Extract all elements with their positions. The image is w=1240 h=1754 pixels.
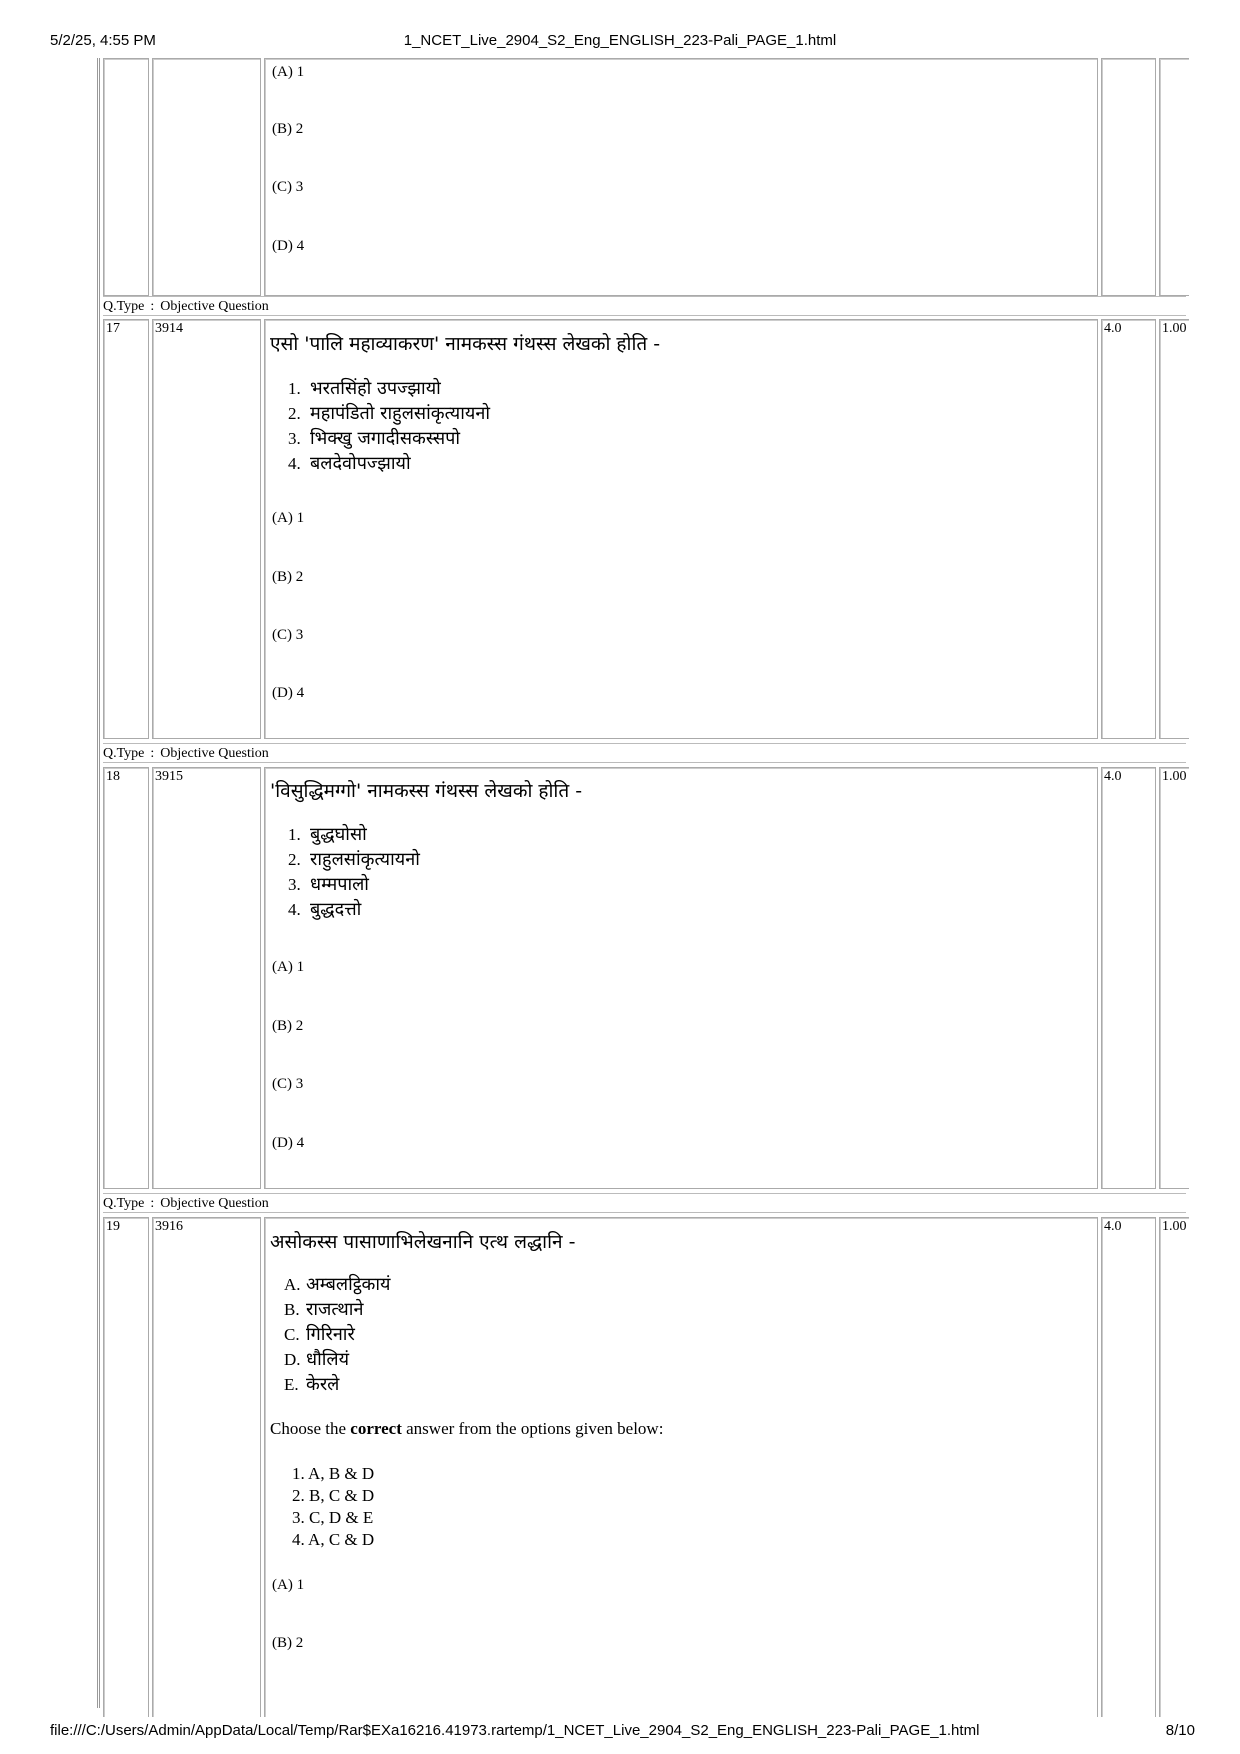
qtype-label: Q.Type (103, 299, 145, 314)
option-b: (B) 2 (272, 1635, 304, 1651)
choose-instruction: Choose the correct answer from the options given below: (270, 1419, 664, 1438)
print-header (0, 30, 1240, 54)
qtype-colon: : (150, 299, 155, 314)
question-id: 3916 (155, 1219, 183, 1234)
question-items (284, 1272, 390, 1397)
option-a: (A) 1 (272, 64, 305, 80)
negative-cell (1159, 767, 1189, 1189)
question-items (288, 822, 420, 922)
list-item: 3. भिक्खु जगादीसकस्सपो (288, 428, 461, 449)
list-item: A. अम्बलट्ठिकायं (284, 1274, 391, 1295)
list-item: 1. A, B & D (292, 1464, 375, 1483)
list-item: 3. C, D & E (292, 1508, 374, 1527)
list-item: D. धौलियं (284, 1349, 350, 1370)
option-c: (C) 3 (272, 179, 304, 195)
print-datetime: 5/2/25, 4:55 PM (50, 32, 156, 49)
prev-question-cell (264, 58, 1098, 296)
list-item: 4. बलदेवोपज्झायो (288, 453, 411, 474)
list-item: 2. B, C & D (292, 1486, 375, 1505)
qtype-row: Q.Type : Objective Question (103, 1193, 1186, 1213)
list-item: 1. बुद्धघोसो (288, 824, 367, 845)
option-b: (B) 2 (272, 1018, 304, 1034)
num-cell (103, 767, 149, 1189)
print-footer (0, 1720, 1240, 1744)
question-number: 17 (106, 321, 120, 336)
qtype-value: Objective Question (160, 299, 269, 314)
list-item: 4. बुद्धदत्तो (288, 899, 362, 920)
print-title: 1_NCET_Live_2904_S2_Eng_ENGLISH_223-Pali_PAGE_1.html (403, 32, 837, 49)
question-id: 3915 (155, 769, 183, 784)
marks-cell (1101, 767, 1156, 1189)
list-item: C. गिरिनारे (284, 1324, 355, 1345)
prev-marks-cell (1101, 58, 1156, 296)
question-negative: 1.00 (1162, 769, 1187, 784)
option-c: (C) 3 (272, 627, 304, 643)
question-id: 3914 (155, 321, 183, 336)
table-outer-border (97, 58, 100, 1708)
question-number: 19 (106, 1219, 120, 1234)
id-cell (152, 319, 261, 739)
question-text: 'विसुद्धिमग्गो' नामकस्स गंथस्स लेखको होति - (270, 780, 583, 802)
option-b: (B) 2 (272, 569, 304, 585)
list-item: 2. महापंडितो राहुलसांकृत्यायनो (288, 403, 490, 424)
id-cell (152, 1217, 261, 1717)
option-d: (D) 4 (272, 1135, 305, 1151)
marks-cell (1101, 1217, 1156, 1717)
question-marks: 4.0 (1104, 769, 1122, 784)
list-item: 3. धम्मपालो (288, 874, 369, 895)
negative-cell (1159, 1217, 1189, 1717)
question-items (288, 376, 490, 476)
list-item: 2. राहुलसांकृत्यायनो (288, 849, 420, 870)
option-c: (C) 3 (272, 1076, 304, 1092)
list-item: 4. A, C & D (292, 1530, 375, 1549)
question-text: असोकस्स पासाणाभिलेखनानि एत्थ लद्धानि - (270, 1231, 576, 1253)
list-item: B. राजत्थाने (284, 1299, 364, 1320)
page-number: 8/10 (1165, 1722, 1195, 1739)
marks-cell (1101, 319, 1156, 739)
question-negative: 1.00 (1162, 1219, 1187, 1234)
option-a: (A) 1 (272, 1577, 305, 1593)
option-a: (A) 1 (272, 510, 305, 526)
num-cell (103, 1217, 149, 1717)
question-text: एसो 'पालि महाव्याकरण' नामकस्स गंथस्स लेखको होति - (270, 333, 661, 355)
option-a: (A) 1 (272, 959, 305, 975)
prev-neg-cell (1159, 58, 1189, 296)
question-number: 18 (106, 769, 120, 784)
option-b: (B) 2 (272, 121, 304, 137)
option-d: (D) 4 (272, 685, 305, 701)
file-url: file:///C:/Users/Admin/AppData/Local/Temp/Rar$EXa16216.41973.rartemp/1_NCET_Live_2904_S2_Eng_ENGLISH_223-Pali_PAGE_1.html (50, 1722, 980, 1739)
num-cell (103, 319, 149, 739)
list-item: E. केरले (284, 1374, 340, 1395)
question-marks: 4.0 (1104, 321, 1122, 336)
question-marks: 4.0 (1104, 1219, 1122, 1234)
prev-num-cell (103, 58, 149, 296)
list-item: 1. भरतसिंहो उपज्झायो (288, 378, 441, 399)
id-cell (152, 767, 261, 1189)
question-negative: 1.00 (1162, 321, 1187, 336)
qtype-row: Q.Type : Objective Question (103, 743, 1186, 763)
answer-combinations (292, 1463, 374, 1551)
qtype-row (103, 296, 1186, 316)
negative-cell (1159, 319, 1189, 739)
option-d: (D) 4 (272, 238, 305, 254)
prev-id-cell (152, 58, 261, 296)
